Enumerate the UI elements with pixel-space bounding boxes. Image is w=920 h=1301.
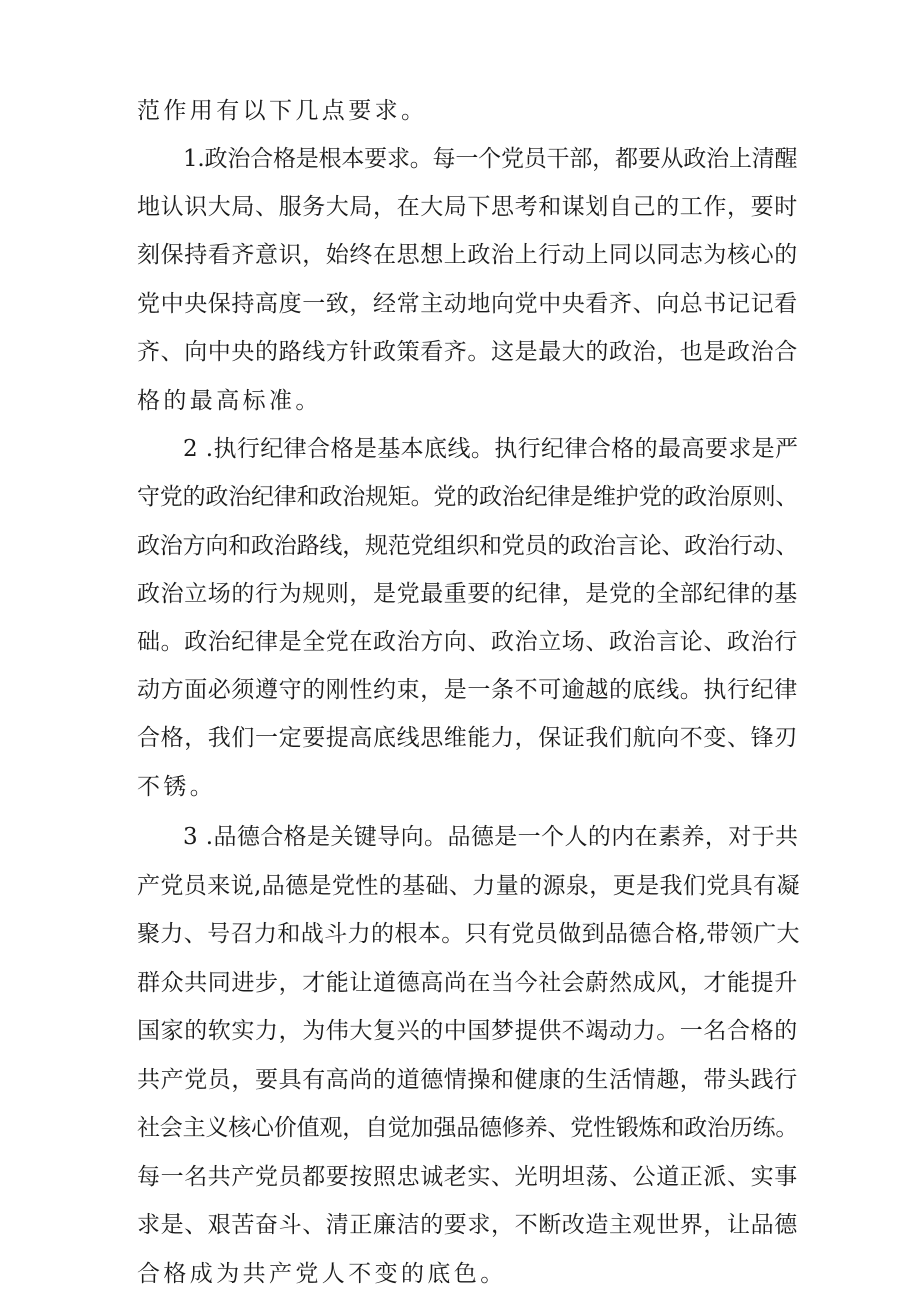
text-line: 3 .品德合格是关键导向。品德是一个人的内在素养，对于共 bbox=[183, 824, 799, 850]
text-line: 群众共同进步，才能让道德高尚在当今社会蔚然成风，才能提升 bbox=[137, 970, 798, 996]
text-line: 国家的软实力，为伟大复兴的中国梦提供不竭动力。一名合格的 bbox=[137, 1018, 798, 1044]
text-line: 地认识大局、服务大局，在大局下思考和谋划自己的工作，要时 bbox=[137, 194, 798, 220]
text-line: 共产党员，要具有高尚的道德情操和健康的生活情趣，带头践行 bbox=[137, 1067, 798, 1093]
text-line: 刻保持看齐意识，始终在思想上政治上行动上同以同志为核心的 bbox=[137, 242, 798, 268]
text-line: 社会主义核心价值观，自觉加强品德修养、党性锻炼和政治历练。 bbox=[137, 1115, 799, 1141]
text-line: 范作用有以下几点要求。 bbox=[137, 98, 428, 124]
text-line: 政治方向和政治路线，规范党组织和党员的政治言论、政治行动、 bbox=[137, 533, 799, 559]
text-line: 齐、向中央的路线方针政策看齐。这是最大的政治，也是政治合 bbox=[137, 339, 798, 365]
text-line: 合格成为共产党人不变的底色。 bbox=[137, 1261, 507, 1287]
text-line: 1.政治合格是根本要求。每一个党员干部，都要从政治上清醒 bbox=[183, 146, 798, 172]
text-line: 产党员来说,品德是党性的基础、力量的源泉，更是我们党具有凝 bbox=[137, 873, 800, 899]
text-line: 础。政治纪律是全党在政治方向、政治立场、政治言论、政治行 bbox=[137, 629, 798, 655]
text-line: 求是、艰苦奋斗、清正廉洁的要求，不断改造主观世界，让品德 bbox=[137, 1212, 798, 1238]
text-line: 守党的政治纪律和政治规矩。党的政治纪律是维护党的政治原则、 bbox=[137, 484, 799, 510]
text-line: 不锈。 bbox=[137, 774, 217, 800]
text-line: 政治立场的行为规则，是党最重要的纪律，是党的全部纪律的基 bbox=[137, 581, 798, 607]
text-line: 2 .执行纪律合格是基本底线。执行纪律合格的最高要求是严 bbox=[183, 436, 799, 462]
text-line: 聚力、号召力和战斗力的根本。只有党员做到品德合格,带领广大 bbox=[137, 921, 800, 947]
text-line: 每一名共产党员都要按照忠诚老实、光明坦荡、公道正派、实事 bbox=[137, 1164, 798, 1190]
text-line: 合格，我们一定要提高底线思维能力，保证我们航向不变、锋刃 bbox=[137, 725, 798, 751]
text-line: 党中央保持高度一致，经常主动地向党中央看齐、向总书记记看 bbox=[137, 291, 798, 317]
text-line: 动方面必须遵守的刚性约束，是一条不可逾越的底线。执行纪律 bbox=[137, 677, 798, 703]
text-line: 格的最高标准。 bbox=[137, 388, 322, 414]
